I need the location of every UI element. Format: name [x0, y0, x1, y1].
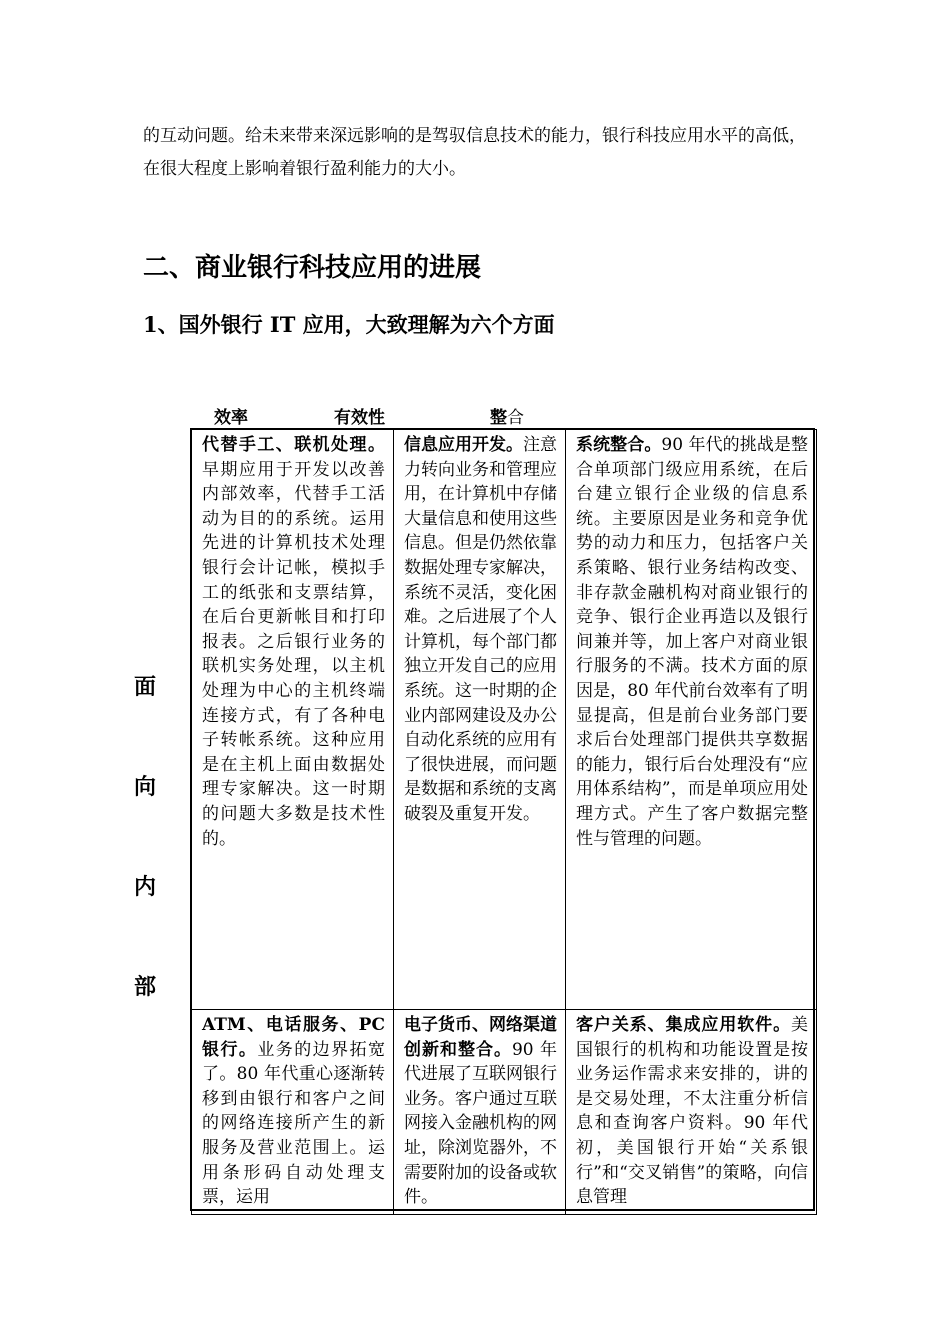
table-cell [192, 430, 394, 1010]
cell-title: 电子货币、网络渠道创新和整合。 [404, 1015, 557, 1060]
table-cell [394, 1010, 566, 1215]
column-header-efficiency: 效率 [214, 408, 248, 428]
table-cell [192, 1010, 394, 1215]
cell-body: 注意力转向业务和管理应用，在计算机中存储大量信息和使用这些信息。但是仍然依靠数据处理专家解决，系统不灵活，变化困难。之后进展了个人计算机，每个部门都独立开发自己的应用系统。这一时期的企业内部网建设及办公自动化系统的应用有了很快进展，而问题是数据和系统的支离破裂及重复开发。 [404, 435, 557, 824]
side-label-char: 内 [134, 874, 157, 900]
intro-paragraph: 的互动问题。给未来带来深远影响的是驾驭信息技术的能力，银行科技应用水平的高低，在很大程度上影响着银行盈利能力的大小。 [143, 126, 806, 179]
side-label-char: 面 [134, 674, 157, 700]
column-header-integration-bold: 整 [490, 408, 507, 428]
cell-title: 客户关系、集成应用软件。 [576, 1015, 791, 1035]
cell-title: 系统整合。 [576, 435, 662, 455]
column-header-integration-rest: 合 [507, 408, 524, 428]
section-title: 二、商业银行科技应用的进展 [143, 253, 482, 283]
column-header-integration [490, 406, 524, 430]
side-label-char: 向 [134, 774, 157, 800]
table-row [192, 1010, 817, 1215]
cell-body: 早期应用于开发以改善内部效率，代替手工活动为目的的系统。运用先进的计算机技术处理银行会计记帐，模拟手工的纸张和支票结算，在后台更新帐目和打印报表。之后银行业务的联机实务处理，以主机处理为中心的主机终端连接方式，有了各种电子转帐系统。这种应用是在主机上面由数据处理专家解决。这一时期的问题大多数是技术性的。 [202, 459, 385, 849]
cell-title: ATM、电话服务、PC 银行。 [202, 1015, 385, 1060]
cell-body: 业务的边界拓宽了。80 年代重心逐渐转移到由银行和客户之间的网络连接所产生的新服务及营业范围上。运用条形码自动处理支票，运用 [202, 1039, 386, 1208]
cell-title: 代替手工、联机处理。 [202, 435, 385, 455]
subsection-title: 1、国外银行 IT 应用，大致理解为六个方面 [143, 312, 555, 337]
cell-body: 90 年代进展了互联网银行业务。客户通过互联网接入金融机构的网址，除浏览器外，不需要附加的设备或软件。 [404, 1039, 557, 1208]
table-row [192, 430, 817, 1010]
side-label-char: 部 [134, 974, 157, 1000]
table-cell [394, 430, 566, 1010]
cell-body: 美国银行的机构和功能设置是按业务运作需求来安排的，讲的是交易处理，不太注重分析信息和查询客户资料。90 年代初，美国银行开始“关系银行”和“交叉销售”的策略，向信息管理 [576, 1015, 808, 1208]
cell-title: 信息应用开发。 [404, 435, 523, 455]
column-header-effectiveness: 有效性 [334, 408, 385, 428]
table-cell [566, 1010, 817, 1215]
cell-body: 90 年代的挑战是整合单项部门级应用系统，在后台建立银行企业级的信息系统。主要原因是业务和竞争优势的动力和压力，包括客户关系策略、银行业务结构改变、非存款金融机构对商业银行的竞争、银行企业再造以及银行间兼并等，加上客户对商业银行服务的不满。技术方面的原因是，80 年代前台效率有了明显提高，但是前台业务部门要求后台处理部门提供共享数据的能力，银行后台处理没有“应用体系结构”，而是单项应用处理方式。产生了客户数据完整性与管理的问题。 [576, 435, 808, 849]
table-cell [566, 430, 817, 1010]
it-application-table [191, 429, 817, 1215]
